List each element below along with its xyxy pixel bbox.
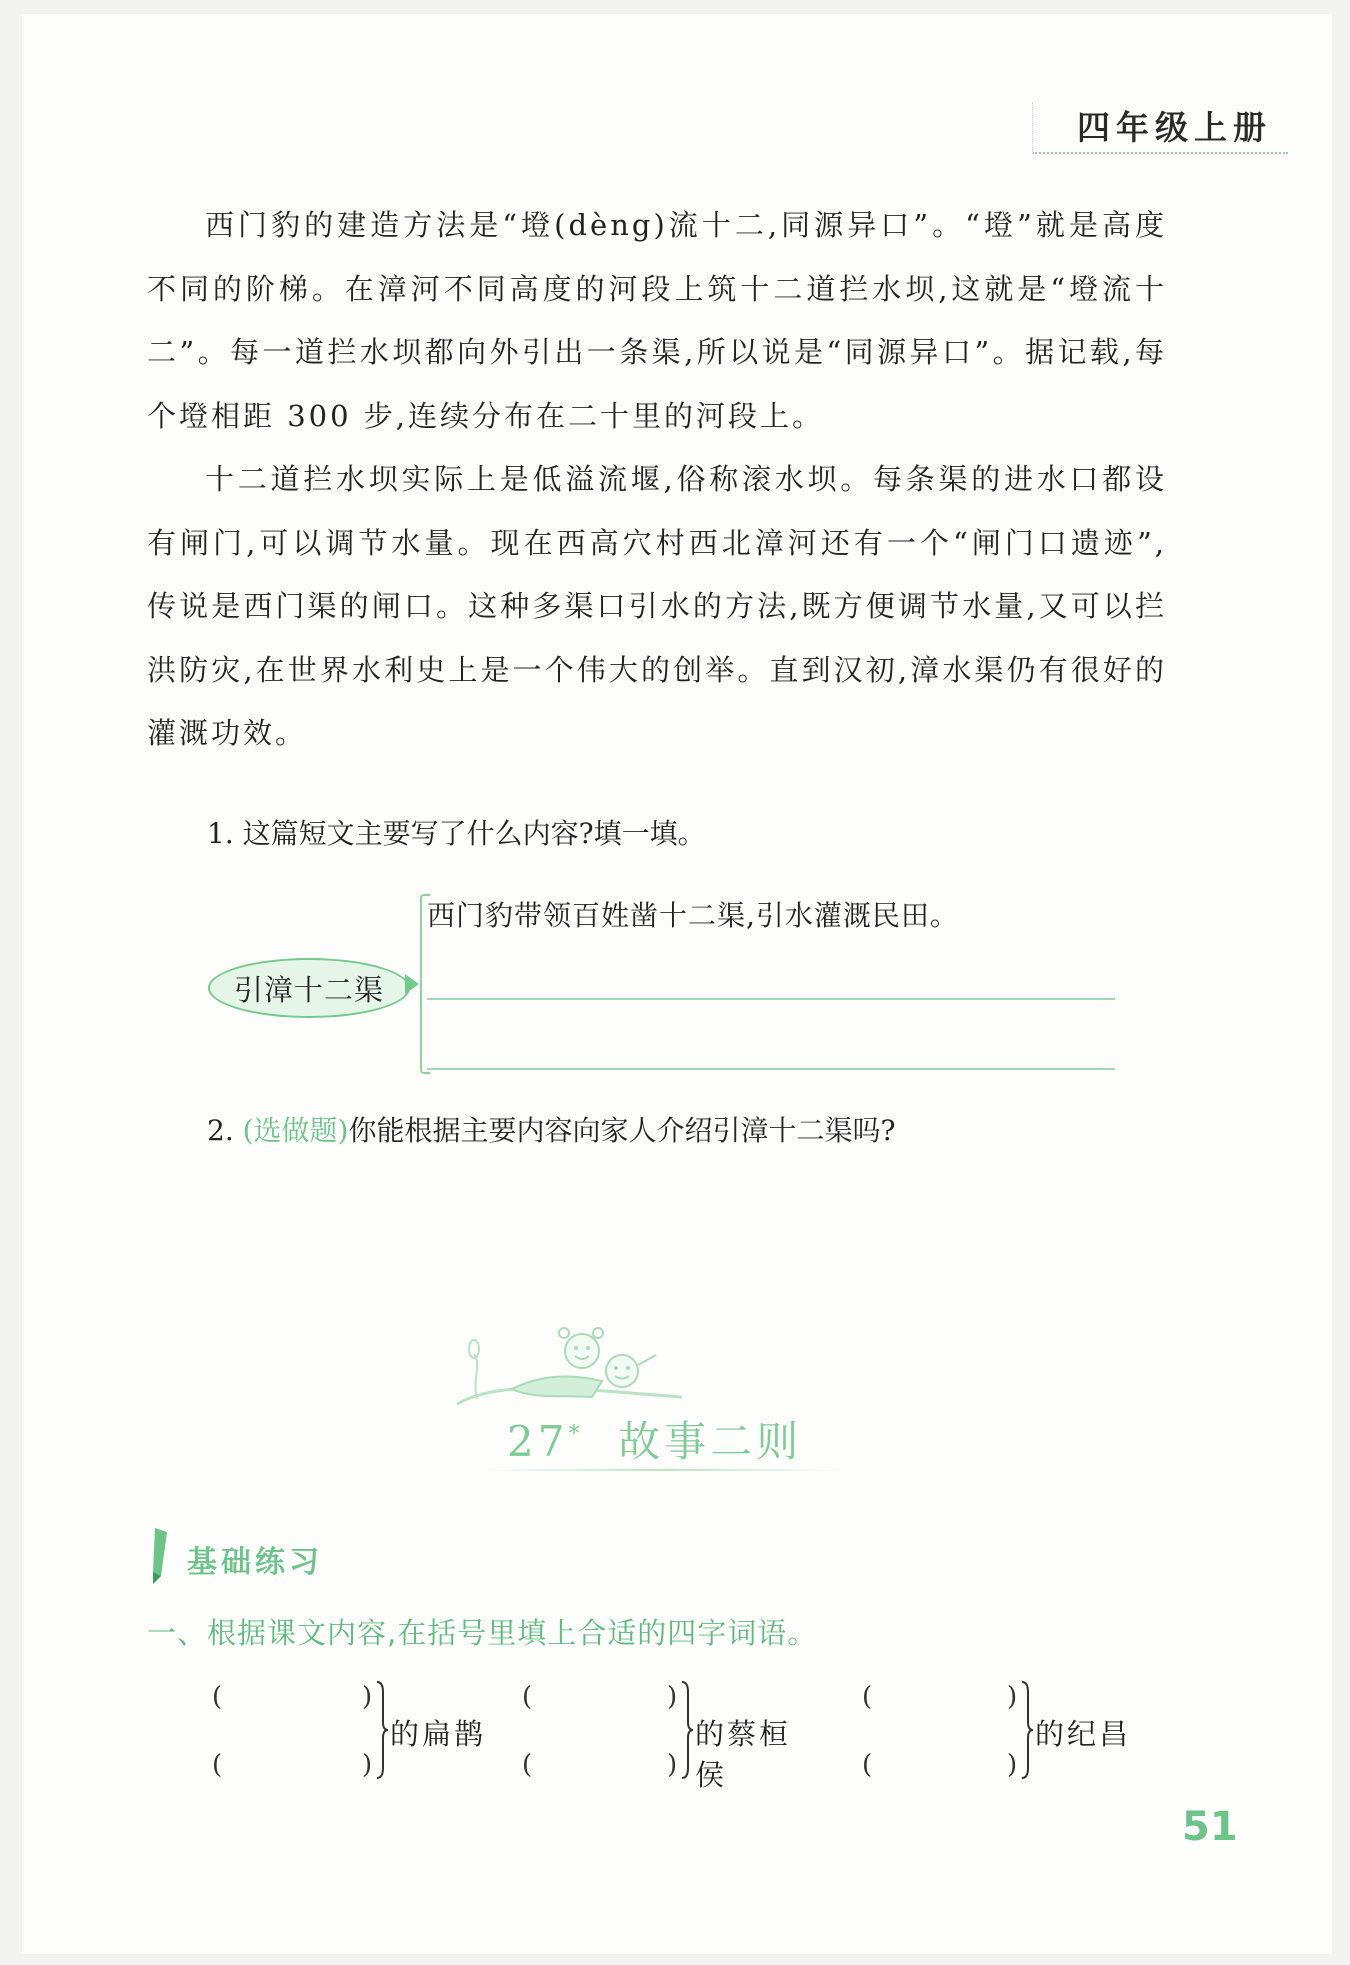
blank-1a-open: ( bbox=[212, 1682, 223, 1712]
blank-2b-open: ( bbox=[522, 1750, 533, 1780]
answer-line-3[interactable] bbox=[427, 1068, 1115, 1070]
children-illustration bbox=[452, 1319, 692, 1419]
question-2-text: 你能根据主要内容向家人介绍引漳十二渠吗? bbox=[348, 1114, 896, 1147]
grade-label: 四年级上册 bbox=[1077, 108, 1272, 147]
optional-tag: (选做题) bbox=[242, 1114, 349, 1147]
exercise-instruction: 一、根据课文内容,在括号里填上合适的四字词语。 bbox=[147, 1616, 818, 1650]
page-number: 51 bbox=[1182, 1804, 1238, 1850]
blank-2a-open: ( bbox=[522, 1682, 533, 1712]
blank-1b-open: ( bbox=[212, 1750, 223, 1780]
blank-2b-close: ) bbox=[667, 1750, 678, 1780]
blank-1b-close: ) bbox=[362, 1750, 373, 1780]
lesson-mark: * bbox=[568, 1422, 584, 1447]
brace-icon bbox=[680, 1680, 694, 1780]
fill-group-1 bbox=[192, 1674, 492, 1784]
topic-bubble bbox=[208, 958, 410, 1018]
blank-3a-open: ( bbox=[862, 1682, 873, 1712]
brace-icon bbox=[1020, 1680, 1034, 1780]
blank-3a-close: ) bbox=[1007, 1682, 1018, 1712]
person-caihuanhou: 的蔡桓侯 bbox=[695, 1717, 792, 1792]
topic-label: 引漳十二渠 bbox=[233, 972, 384, 1007]
lesson-name: 故事二则 bbox=[618, 1417, 803, 1466]
person-bianque: 的扁鹊 bbox=[390, 1717, 487, 1751]
lesson-number: 27 bbox=[507, 1417, 569, 1466]
fill-group-2 bbox=[502, 1674, 822, 1792]
fill-group-3 bbox=[842, 1674, 1142, 1784]
question-2 bbox=[207, 1109, 896, 1149]
question-2-number: 2. bbox=[207, 1114, 234, 1147]
workbook-page bbox=[22, 14, 1332, 1954]
section-label: 基础练习 bbox=[187, 1545, 323, 1580]
lesson-title bbox=[507, 1409, 802, 1469]
person-jichang: 的纪昌 bbox=[1035, 1717, 1132, 1751]
passage-paragraph-1: 西门豹的建造方法是“墱(dèng)流十二,同源异口”。“墱”就是高度不同的阶梯。在漳河不同高度的河段上筑十二道拦水坝,这就是“墱流十二”。每一道拦水坝都向外引出一条渠,所以说是“同源异口”。据记载,每个墱相距 300 步,连续分布在二十里的河段上。 bbox=[147, 208, 1167, 433]
answer-line-2[interactable] bbox=[427, 998, 1115, 1000]
blank-3b-open: ( bbox=[862, 1750, 873, 1780]
title-underline bbox=[482, 1469, 842, 1471]
reading-passage bbox=[147, 194, 1167, 766]
blank-2a-close: ) bbox=[667, 1682, 678, 1712]
question-1: 1. 这篇短文主要写了什么内容?填一填。 bbox=[207, 817, 706, 850]
pencil-icon bbox=[147, 1526, 173, 1590]
grade-header bbox=[1032, 102, 1288, 154]
blank-1a-close: ) bbox=[362, 1682, 373, 1712]
brace-icon bbox=[375, 1680, 389, 1780]
answer-line-1: 西门豹带领百姓凿十二渠,引水灌溉民田。 bbox=[427, 899, 959, 932]
blank-3b-close: ) bbox=[1007, 1750, 1018, 1780]
bubble-pointer bbox=[405, 974, 419, 994]
passage-paragraph-2: 十二道拦水坝实际上是低溢流堰,俗称滚水坝。每条渠的进水口都设有闸门,可以调节水量。现在西高穴村西北漳河还有一个“闸门口遗迹”,传说是西门渠的闸口。这种多渠口引水的方法,既方便调节水量,又可以拦洪防灾,在世界水利史上是一个伟大的创举。直到汉初,漳水渠仍有很好的灌溉功效。 bbox=[147, 462, 1167, 750]
